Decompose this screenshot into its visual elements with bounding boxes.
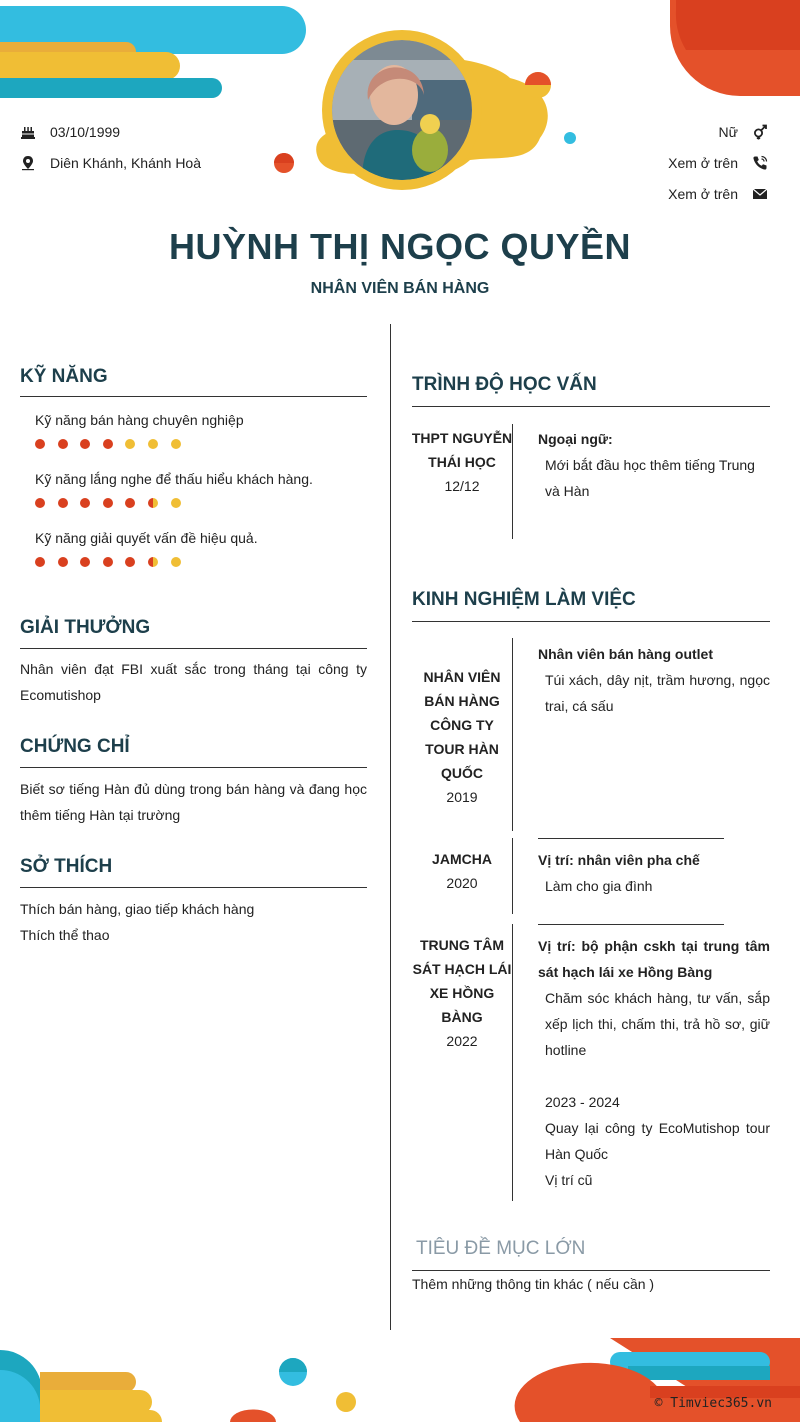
birthday-value: 03/10/1999 bbox=[50, 124, 121, 140]
skill-rating bbox=[35, 557, 181, 567]
education-title: TRÌNH ĐỘ HỌC VẤN bbox=[412, 374, 597, 395]
skills-title: KỸ NĂNG bbox=[20, 366, 108, 387]
experience-body: Làm cho gia đình bbox=[545, 878, 653, 894]
rating-dot bbox=[80, 439, 90, 449]
gender-icon bbox=[752, 124, 768, 140]
experience-detail bbox=[538, 641, 770, 719]
top-right-decoration bbox=[666, 0, 800, 100]
experience-head: Nhân viên bán hàng outlet bbox=[538, 646, 714, 662]
hobbies-underline bbox=[20, 887, 367, 888]
rating-dot bbox=[58, 498, 68, 508]
experience-detail bbox=[538, 847, 770, 899]
skill-name: Kỹ năng bán hàng chuyên nghiệp bbox=[35, 412, 244, 428]
rating-dot bbox=[148, 557, 158, 567]
company-name: TRUNG TÂM SÁT HẠCH LÁI XE HỒNG BÀNG bbox=[412, 937, 512, 1025]
rating-dot bbox=[35, 498, 45, 508]
education-left bbox=[410, 426, 514, 498]
rating-dot bbox=[80, 498, 90, 508]
avatar bbox=[322, 30, 482, 190]
hobby-item: Thích bán hàng, giao tiếp khách hàng bbox=[20, 901, 255, 917]
phone-icon bbox=[752, 155, 768, 171]
education-head: Ngoại ngữ: bbox=[538, 431, 613, 447]
hobby-item: Thích thể thao bbox=[20, 927, 110, 943]
rating-dot bbox=[148, 498, 158, 508]
experience-detail bbox=[538, 933, 770, 1193]
rating-dot bbox=[103, 557, 113, 567]
rating-dot bbox=[171, 557, 181, 567]
experience-left bbox=[410, 847, 514, 895]
experience-separator bbox=[538, 924, 724, 925]
experience-head: Vị trí: nhân viên pha chế bbox=[538, 852, 700, 868]
school-name: THPT NGUYỄN THÁI HỌC bbox=[411, 430, 513, 470]
extra-section-text: Thêm những thông tin khác ( nếu cần ) bbox=[412, 1276, 655, 1292]
experience-left bbox=[410, 933, 514, 1053]
bottom-left-decoration bbox=[0, 1330, 380, 1422]
education-underline bbox=[412, 406, 770, 407]
column-divider bbox=[390, 324, 391, 1330]
rating-dot bbox=[125, 439, 135, 449]
skill-name: Kỹ năng giải quyết vấn đề hiệu quả. bbox=[35, 530, 258, 546]
email-value: Xem ở trên bbox=[668, 186, 738, 202]
awards-underline bbox=[20, 648, 367, 649]
experience-body: Túi xách, dây nịt, trầm hương, ngọc trai, cá sấu bbox=[545, 672, 770, 714]
rating-dot bbox=[35, 557, 45, 567]
rating-dot bbox=[148, 439, 158, 449]
address-row bbox=[20, 155, 201, 171]
awards-text: Nhân viên đạt FBI xuất sắc trong tháng tại công ty Ecomutishop bbox=[20, 661, 367, 703]
experience-head: Vị trí: bộ phận cskh tại trung tâm sát hạch lái xe Hồng Bàng bbox=[538, 938, 770, 980]
awards-title: GIẢI THƯỞNG bbox=[20, 617, 151, 638]
rating-dot bbox=[58, 439, 68, 449]
rating-dot bbox=[171, 498, 181, 508]
rating-dot bbox=[35, 439, 45, 449]
rating-dot bbox=[103, 439, 113, 449]
certificates-title: CHỨNG CHỈ bbox=[20, 736, 130, 757]
birthday-row bbox=[20, 124, 120, 140]
rating-dot bbox=[103, 498, 113, 508]
experience-extra: Vị trí cũ bbox=[545, 1172, 593, 1188]
rating-dot bbox=[125, 557, 135, 567]
education-time: 12/12 bbox=[444, 478, 480, 494]
email-row bbox=[668, 186, 768, 202]
hobbies-title: SỞ THÍCH bbox=[20, 856, 113, 877]
gender-value: Nữ bbox=[718, 124, 738, 140]
extra-section-title: TIÊU ĐỀ MỤC LỚN bbox=[416, 1238, 586, 1259]
experience-time: 2019 bbox=[446, 789, 478, 805]
rating-dot bbox=[58, 557, 68, 567]
cake-icon bbox=[20, 124, 36, 140]
experience-title: KINH NGHIỆM LÀM VIỆC bbox=[412, 589, 636, 610]
skill-rating bbox=[35, 439, 181, 449]
experience-separator bbox=[538, 838, 724, 839]
experience-left bbox=[410, 665, 514, 809]
education-detail bbox=[538, 426, 770, 504]
company-name: JAMCHA bbox=[432, 851, 492, 867]
rating-dot bbox=[125, 498, 135, 508]
experience-time: 2022 bbox=[446, 1033, 478, 1049]
phone-value: Xem ở trên bbox=[668, 155, 738, 171]
experience-body: Chăm sóc khách hàng, tư vấn, sắp xếp lịch thi, chấm thi, trả hồ sơ, giữ hotline bbox=[545, 990, 770, 1058]
job-title: NHÂN VIÊN BÁN HÀNG bbox=[310, 280, 490, 297]
footer-watermark: © Timviec365.vn bbox=[654, 1396, 772, 1411]
experience-extra: Quay lại công ty EcoMutishop tour Hàn Quốc bbox=[545, 1120, 770, 1162]
certificates-underline bbox=[20, 767, 367, 768]
certificates-text: Biết sơ tiếng Hàn đủ dùng trong bán hàng và đang học thêm tiếng Hàn tại trường bbox=[20, 781, 367, 823]
map-pin-icon bbox=[20, 155, 36, 171]
skills-underline bbox=[20, 396, 367, 397]
address-value: Diên Khánh, Khánh Hoà bbox=[50, 155, 201, 171]
experience-underline bbox=[412, 621, 770, 622]
education-body: Mới bắt đầu học thêm tiếng Trung và Hàn bbox=[545, 457, 755, 499]
rating-dot bbox=[80, 557, 90, 567]
full-name: HUỲNH THỊ NGỌC QUYỀN bbox=[168, 226, 632, 267]
skill-name: Kỹ năng lắng nghe để thấu hiểu khách hàng. bbox=[35, 471, 313, 487]
gender-row bbox=[719, 124, 768, 140]
experience-extra: 2023 - 2024 bbox=[545, 1094, 620, 1110]
mail-icon bbox=[752, 186, 768, 202]
company-name: NHÂN VIÊN BÁN HÀNG CÔNG TY TOUR HÀN QUỐC bbox=[423, 669, 501, 781]
skill-rating bbox=[35, 498, 181, 508]
experience-time: 2020 bbox=[446, 875, 478, 891]
rating-dot bbox=[171, 439, 181, 449]
phone-row bbox=[668, 155, 768, 171]
